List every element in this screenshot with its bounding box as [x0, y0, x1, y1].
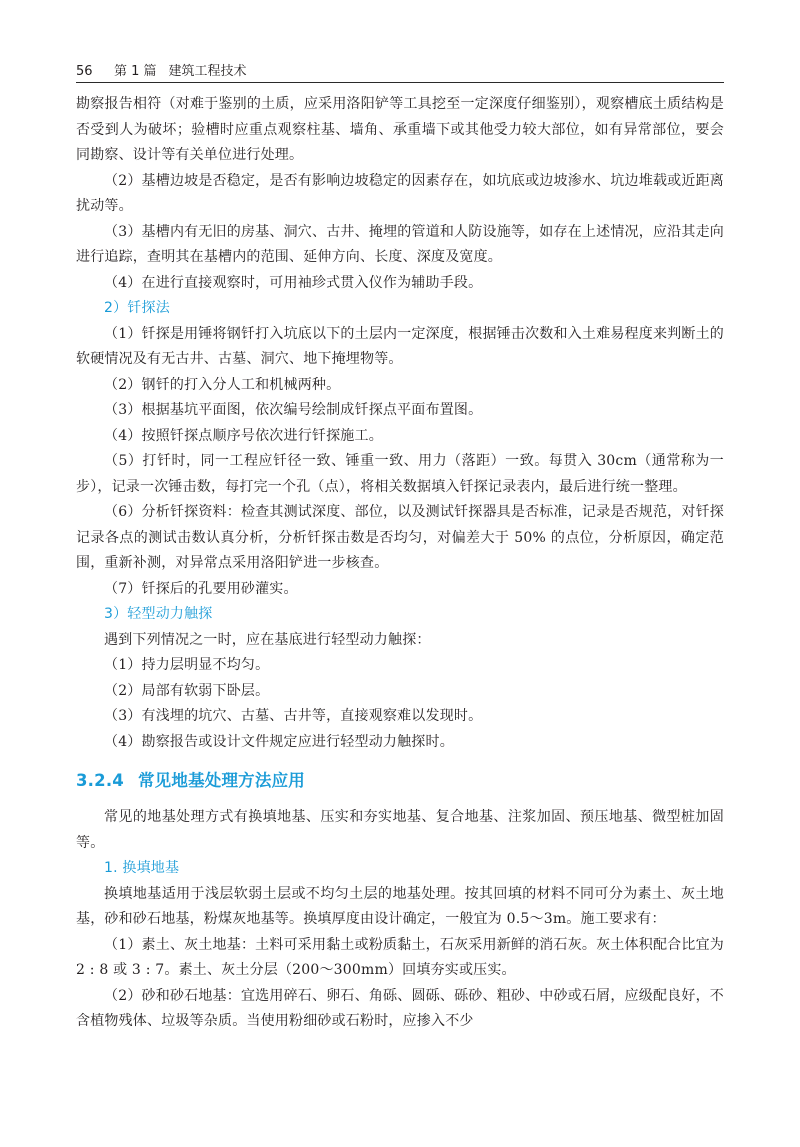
paragraph-item-3: （3）基槽内有无旧的房基、洞穴、古井、掩埋的管道和人防设施等，如存在上述情况，应沿其走向进行追踪，查明其在基槽内的范围、延伸方向、长度、深度及宽度。 — [76, 223, 724, 265]
qiantan-item-1: （1）钎探是用锤将钢钎打入坑底以下的土层内一定深度，根据锤击次数和入土难易程度来判断土的软硬情况及有无古井、古墓、洞穴、地下掩埋物等。 — [76, 325, 724, 367]
paragraph-item-2: （2）基槽边坡是否稳定，是否有影响边坡稳定的因素存在，如坑底或边坡渗水、坑边堆载或近距离扰动等。 — [76, 172, 724, 214]
qiantan-item-6: （6）分析钎探资料：检查其测试深度、部位，以及测试钎探器具是否标准，记录是否规范，对钎探记录各点的测试击数认真分析，分析钎探击数是否均匀，对偏差大于 50% 的点位，分析原因，确定范围，重新补测，对异常点采用洛阳铲进一步核查。 — [76, 504, 724, 571]
section-title: 常见地基处理方法应用 — [137, 771, 305, 790]
chutan-item-4: （4）勘察报告或设计文件规定应进行轻型动力触探时。 — [104, 733, 454, 750]
qiantan-item-4: （4）按照钎探点顺序号依次进行钎探施工。 — [104, 427, 383, 444]
qiantan-item-7: （7）钎探后的孔要用砂灌实。 — [104, 580, 298, 597]
paragraph-item-4: （4）在进行直接观察时，可用袖珍式贯入仪作为辅助手段。 — [104, 274, 483, 291]
section-intro: 常见的地基处理方式有换填地基、压实和夯实地基、复合地基、注浆加固、预压地基、微型桩加固等。 — [76, 809, 724, 851]
subheading-huantian: 1. 换填地基 — [104, 860, 180, 876]
header-rule — [76, 82, 724, 83]
subheading-chutan: 3）轻型动力触探 — [104, 606, 213, 622]
running-head — [76, 60, 726, 79]
qiantan-item-5: （5）打钎时，同一工程应钎径一致、锤重一致、用力（落距）一致。每贯入 30cm（通常称为一步），记录一次锤击数，每打完一个孔（点），将相关数据填入钎探记录表内，最后进行统一整理。 — [76, 453, 724, 495]
qiantan-item-3: （3）根据基坑平面图，依次编号绘制成钎探点平面布置图。 — [104, 402, 483, 418]
chutan-item-2: （2）局部有软弱下卧层。 — [104, 682, 270, 699]
section-heading — [76, 767, 724, 795]
chutan-item-3: （3）有浅埋的坑穴、古墓、古井等，直接观察难以发现时。 — [104, 708, 483, 724]
part-label: 第 1 篇 — [114, 64, 157, 79]
chutan-intro: 遇到下列情况之一时，应在基底进行轻型动力触探： — [104, 631, 431, 648]
section-number: 3.2.4 — [76, 771, 124, 790]
huantian-item-2: （2）砂和砂石地基：宜选用碎石、卵石、角砾、圆砾、砾砂、粗砂、中砂或石屑，应级配良好，不含植物残体、垃圾等杂质。当使用粉细砂或石粉时，应掺入不少 — [76, 987, 724, 1029]
page-number: 56 — [76, 64, 93, 79]
subheading-qiantan: 2）钎探法 — [104, 300, 170, 316]
page-body — [76, 92, 724, 1035]
huantian-intro: 换填地基适用于浅层软弱土层或不均匀土层的地基处理。按其回填的材料不同可分为素土、灰土地基，砂和砂石地基，粉煤灰地基等。换填厚度由设计确定，一般宜为 0.5～3m。施工要求有： — [76, 885, 724, 927]
huantian-item-1: （1）素土、灰土地基：土料可采用黏土或粉质黏土，石灰采用新鲜的消石灰。灰土体积配合比宜为 2 : 8 或 3 : 7。素土、灰土分层（200～300mm）回填夯实或压实。 — [76, 936, 724, 978]
paragraph-continued: 勘察报告相符（对难于鉴别的土质，应采用洛阳铲等工具挖至一定深度仔细鉴别），观察槽底土质结构是否受到人为破坏；验槽时应重点观察柱基、墙角、承重墙下或其他受力较大部位，如有异常部位，要会同勘察、设计等有关单位进行处理。 — [76, 96, 724, 163]
part-title: 建筑工程技术 — [168, 64, 247, 79]
qiantan-item-2: （2）钢钎的打入分人工和机械两种。 — [104, 376, 341, 393]
chutan-item-1: （1）持力层明显不均匀。 — [104, 657, 270, 673]
